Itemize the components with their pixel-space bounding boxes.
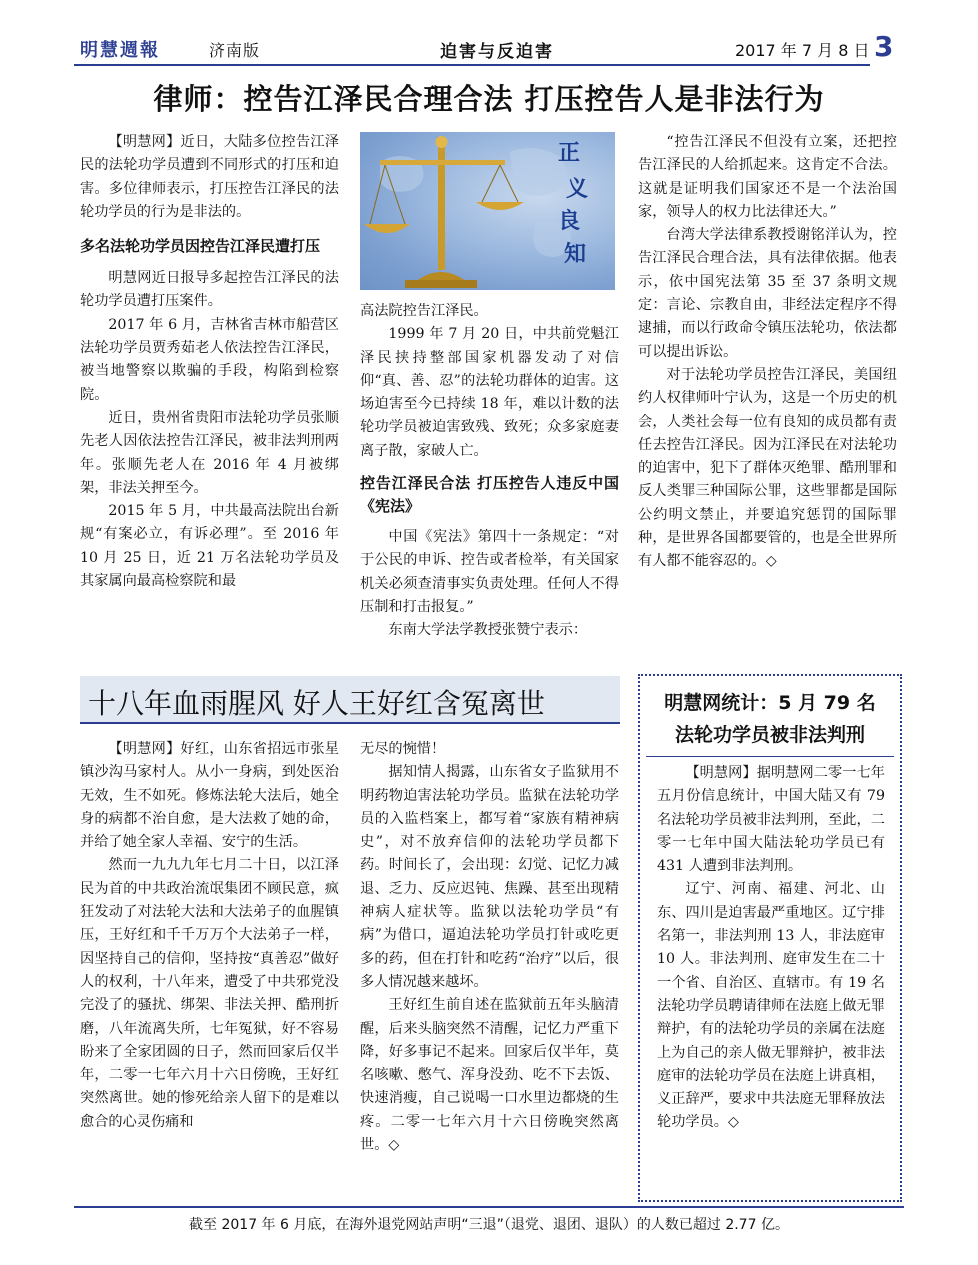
caption-char-3: 良 (558, 209, 581, 234)
paragraph: 辽宁、河南、福建、河北、山东、四川是迫害最严重地区。辽宁排名第一，非法判刑 13 人，非法庭审 10 人。非法判刑、庭审发生在二十一个省、自治区、直辖市。有 19 名法轮功学员聘请律师在法庭上做无罪辩护，有的法轮功学员的亲属在法庭上为自己的亲人做无罪辩护，被非法庭审的法轮功学员在法庭上讲真相，义正辞严，要求中共法庭无罪释放法轮功学员。◇ (657, 881, 885, 1131)
paragraph: 然而一九九九年七月二十日，以江泽民为首的中共政治流氓集团不顾民意，疯狂发动了对法轮大法和大法弟子的血腥镇压，王好红和千千万万个大法弟子一样，因坚持自己的信仰，坚持按“真善忍”做好人的权利，十八年来，遭受了中共邪党没完没了的骚扰、绑架、非法关押、酷刑折磨，八年流离失所，七年冤狱，好不容易盼来了全家团圆的日子，然而回家后仅半年，二零一七年六月十六日傍晚，王好红突然离世。她的惨死给亲人留下的是难以愈合的心灵伤痛和 (80, 857, 339, 1130)
article2-title: 十八年血雨腥风 好人王好红含冤离世 (88, 687, 545, 720)
sidebar-box (638, 674, 902, 1202)
caption-char-1: 正 (558, 141, 581, 166)
article1-col1 (80, 131, 339, 593)
article1-subhead2: 控告江泽民合法 打压控告人违反中国《宪法》 (360, 474, 619, 516)
masthead-paper-name: 明慧週報 (80, 40, 160, 61)
caption-circle (536, 132, 606, 282)
masthead-section: 迫害与反迫害 (440, 42, 554, 62)
article2-col1 (80, 738, 339, 1134)
paragraph: 对于法轮功学员控告江泽民，美国纽约人权律师叶宁认为，这是一个历史的机会，人类社会每一位有良知的成员都有责任去控告江泽民。因为江泽民在对法轮功的迫害中，犯下了群体灭绝罪、酷刑罪和反人类罪三种国际公罪，这些罪都是国际公约明文禁止，并要追究惩罚的国际罪种，是世界各国都要管的，也是全世界所有人都不能容忍的。◇ (638, 366, 897, 570)
article2-title-bar (80, 676, 620, 724)
paragraph: 【明慧网】据明慧网二零一七年五月份信息统计，中国大陆又有 79 名法轮功学员被非法判刑，至此，二零一七年中国大陆法轮功学员已有 431 人遭到非法判刑。 (657, 765, 885, 875)
masthead-rule (74, 64, 870, 66)
sidebar-title-line2: 法轮功学员被非法判刑 (674, 724, 865, 746)
paragraph: 王好红生前自述在监狱前五年头脑清醒，后来头脑突然不清醒，记忆力严重下降，好多事记不起来。回家后仅半年，莫名咳嗽、憋气、浑身没劲、吃不下去饭、快速消瘦，自己说喝一口水里边都烧的生疼。二零一七年六月十六日傍晚突然离世。◇ (360, 997, 619, 1154)
paragraph: 据知情人揭露，山东省女子监狱用不明药物迫害法轮功学员。监狱在法轮功学员的入监档案上，都写着“家族有精神病史”，对不放弃信仰的法轮功学员都下药。时间长了，会出现：幻觉、记忆力减退、乏力、反应迟钝、焦躁、甚至出现精神病人症状等。监狱以法轮功学员“有病”为借口，逼迫法轮功学员打针或吃更多的药，但在打针和吃药“治疗”以后，很多人情况越来越坏。 (360, 764, 619, 990)
article1-col2 (360, 300, 619, 643)
justice-scale-image (360, 132, 615, 290)
article1-title: 律师：控告江泽民合理合法 打压控告人是非法行为 (153, 82, 825, 116)
article2-col2 (360, 738, 619, 1157)
article1-col3 (638, 131, 897, 574)
paragraph: 【明慧网】好红，山东省招远市张星镇沙沟马家村人。从小一身病，到处医治无效，生不如死。修炼法轮大法后，她全身的病都不治自愈，是大法救了她的命，并给了她全家人幸福、安宁的生活。 (80, 741, 339, 851)
paragraph: “控告江泽民不但没有立案，还把控告江泽民的人给抓起来。这肯定不合法。这就是证明我们国家还不是一个法治国家，领导人的权力比法律还大。” (638, 134, 897, 220)
footer-rule (74, 1206, 904, 1208)
paragraph: 近日，贵州省贵阳市法轮功学员张顺先老人因依法控告江泽民，被非法判刑两年。张顺先老人在 2016 年 4 月被绑架，非法关押至今。 (80, 409, 339, 496)
masthead-edition: 济南版 (209, 41, 261, 60)
sidebar-body (657, 762, 885, 1135)
sidebar-title-line1: 明慧网统计：5 月 79 名 (664, 692, 876, 714)
page-number: 3 (874, 30, 894, 63)
paragraph: 中国《宪法》第四十一条规定：“对于公民的申诉、控告或者检举，有关国家机关必须查清事实负责处理。任何人不得压制和打击报复。” (360, 529, 619, 615)
paragraph: 1999 年 7 月 20 日，中共前党魁江泽民挟持整部国家机器发动了对信仰“真、善、忍”的法轮功群体的迫害。这场迫害至今已持续 18 年，难以计数的法轮功学员被迫害致残、致死；众多家庭妻离子散，家破人亡。 (360, 326, 619, 459)
paragraph: 无尽的惋惜！ (360, 741, 446, 757)
sidebar-title-rule (646, 756, 894, 757)
footer-notice: 截至 2017 年 6 月底，在海外退党网站声明“三退”（退党、退团、退队）的人数已超过 2.77 亿。 (189, 1217, 789, 1233)
paragraph: 台湾大学法律系教授谢铭洋认为，控告江泽民合理合法，具有法律依据。他表示，依中国宪法第 35 至 37 条明文规定：言论、宗教自由，非经法定程序不得逮捕，而以行政命令镇压法轮功，依法都可以提出诉讼。 (638, 227, 897, 360)
caption-char-2: 义 (566, 177, 589, 202)
paragraph: 2015 年 5 月，中共最高法院出台新规“有案必立，有诉必理”。至 2016 年 10 月 25 日，近 21 万名法轮功学员及其家属向最高检察院和最 (80, 503, 339, 590)
article1-subhead1: 多名法轮功学员因控告江泽民遭打压 (80, 237, 321, 256)
paragraph: 高法院控告江泽民。 (360, 303, 488, 319)
paragraph: 东南大学法学教授张赞宁表示： (388, 622, 588, 639)
paragraph: 2017 年 6 月，吉林省吉林市船营区法轮功学员贾秀茹老人依法控告江泽民，被当地警察以欺骗的手段，构陷到检察院。 (80, 316, 339, 403)
article1-lead: 【明慧网】近日，大陆多位控告江泽民的法轮功学员遭到不同形式的打压和迫害。多位律师表示，打压控告江泽民的法轮功学员的行为是非法的。 (80, 134, 339, 220)
masthead-date: 2017 年 7 月 8 日 (735, 41, 870, 60)
paragraph: 明慧网近日报导多起控告江泽民的法轮功学员遭打压案件。 (80, 270, 339, 310)
caption-char-4: 知 (564, 242, 587, 267)
